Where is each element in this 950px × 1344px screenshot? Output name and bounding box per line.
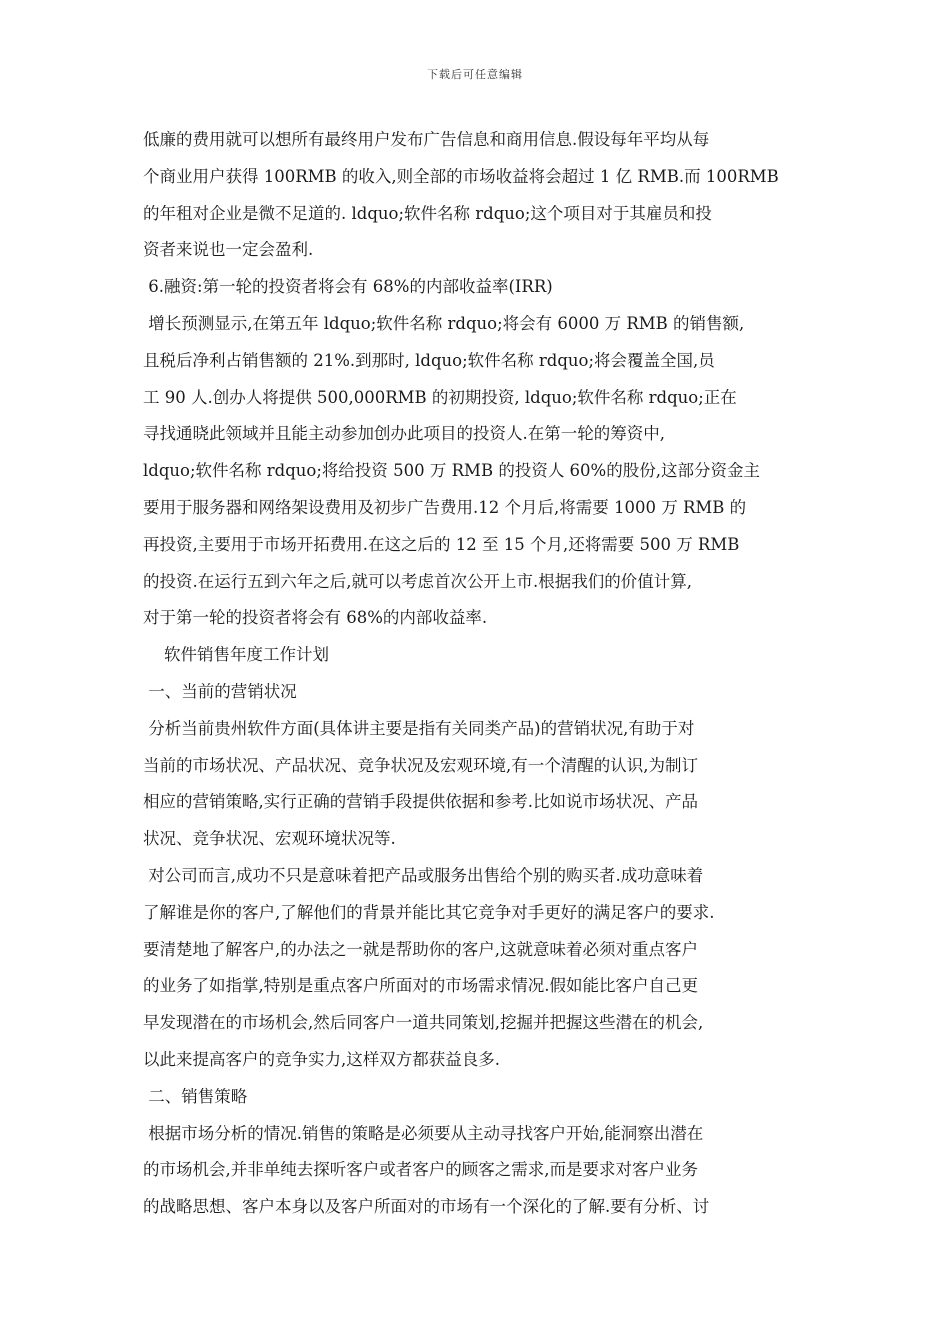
text-line: 对于第一轮的投资者将会有 68%的内部收益率. <box>143 608 488 628</box>
section-heading-financing: 6.融资:第一轮的投资者将会有 68%的内部收益率(IRR) <box>143 277 553 297</box>
text-line: 工 90 人.创办人将提供 500,000RMB 的初期投资, ldquo;软件名称 rdquo;正在 <box>143 387 737 407</box>
text-line: 个商业用户获得 100RMB 的收入,则全部的市场收益将会超过 1 亿 RMB.而 100RMB <box>143 166 779 186</box>
text-line: 的战略思想、客户本身以及客户所面对的市场有一个深化的了解.要有分析、讨 <box>143 1197 710 1217</box>
text-line: 以此来提高客户的竞争实力,这样双方都获益良多. <box>143 1049 500 1069</box>
text-line: 了解谁是你的客户,了解他们的背景并能比其它竞争对手更好的满足客户的要求. <box>143 902 715 922</box>
text-line: 要清楚地了解客户,的办法之一就是帮助你的客户,这就意味着必须对重点客户 <box>143 939 698 959</box>
section-heading-1: 一、当前的营销状况 <box>143 681 297 701</box>
text-line: 当前的市场状况、产品状况、竞争状况及宏观环境,有一个清醒的认识,为制订 <box>143 755 698 775</box>
document-title: 软件销售年度工作计划 <box>143 645 329 665</box>
text-line: 要用于服务器和网络架设费用及初步广告费用.12 个月后,将需要 1000 万 RMB 的 <box>143 497 747 517</box>
text-line: 根据市场分析的情况.销售的策略是必须要从主动寻找客户开始,能洞察出潜在 <box>143 1123 704 1143</box>
text-line: 再投资,主要用于市场开拓费用.在这之后的 12 至 15 个月,还将需要 500 万 RMB <box>143 534 740 554</box>
text-line: 的年租对企业是微不足道的. ldquo;软件名称 rdquo;这个项目对于其雇员和投 <box>143 203 712 223</box>
text-line: 对公司而言,成功不只是意味着把产品或服务出售给个别的购买者.成功意味着 <box>143 865 704 885</box>
text-line: 增长预测显示,在第五年 ldquo;软件名称 rdquo;将会有 6000 万 RMB 的销售额, <box>143 313 745 333</box>
text-line: 的业务了如指掌,特别是重点客户所面对的市场需求情况.假如能比客户自己更 <box>143 976 698 996</box>
text-line: ldquo;软件名称 rdquo;将给投资 500 万 RMB 的投资人 60%的股份,这部分资金主 <box>143 461 760 481</box>
text-line: 早发现潜在的市场机会,然后同客户一道共同策划,挖掘并把握这些潜在的机会, <box>143 1013 704 1033</box>
text-line: 资者来说也一定会盈利. <box>143 240 314 260</box>
text-line: 低廉的费用就可以想所有最终用户发布广告信息和商用信息.假设每年平均从每 <box>143 130 710 149</box>
text-line: 的市场机会,并非单纯去探听客户或者客户的顾客之需求,而是要求对客户业务 <box>143 1160 698 1180</box>
text-line: 状况、竞争状况、宏观环境状况等. <box>143 829 396 849</box>
section-heading-2: 二、销售策略 <box>143 1086 248 1106</box>
text-line: 分析当前贵州软件方面(具体讲主要是指有关同类产品)的营销状况,有助于对 <box>143 718 695 738</box>
text-line: 且税后净利占销售额的 21%.到那时, ldquo;软件名称 rdquo;将会覆盖全国,员 <box>143 350 715 370</box>
text-line: 相应的营销策略,实行正确的营销手段提供依据和参考.比如说市场状况、产品 <box>143 792 698 812</box>
text-line: 寻找通晓此领域并且能主动参加创办此项目的投资人.在第一轮的筹资中, <box>143 424 665 444</box>
document-body <box>143 122 811 1226</box>
page-header: 下载后可任意编辑 <box>427 68 523 81</box>
text-line: 的投资.在运行五到六年之后,就可以考虑首次公开上市.根据我们的价值计算, <box>143 571 692 591</box>
